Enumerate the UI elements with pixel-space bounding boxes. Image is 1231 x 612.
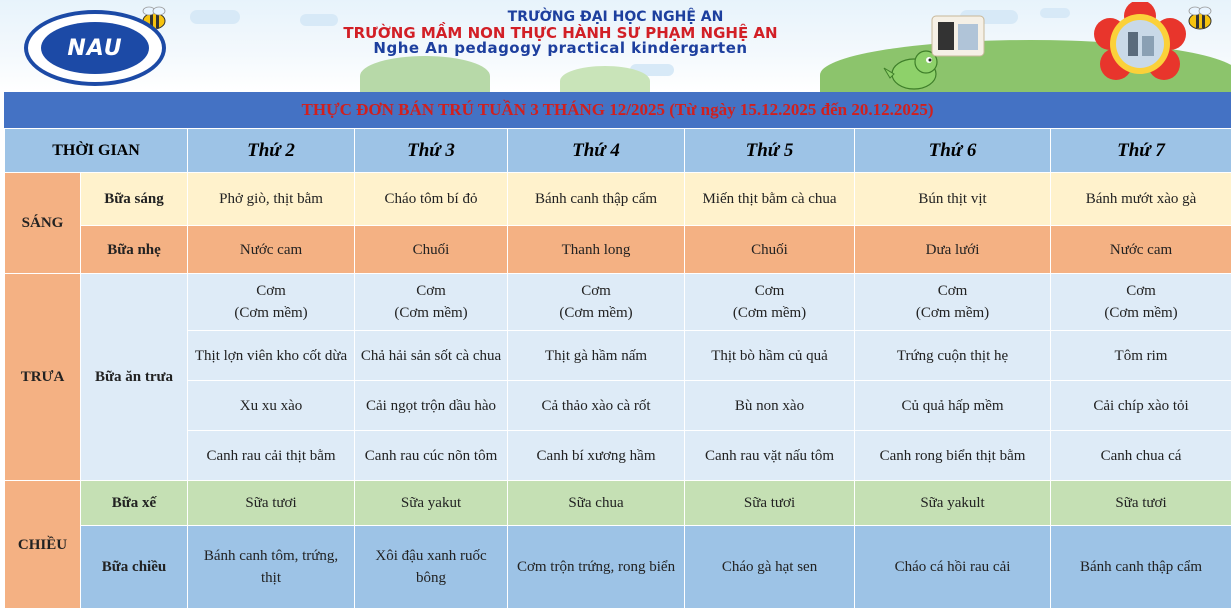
lunch-rice-row (5, 274, 1231, 331)
menu-cell: Cải ngọt trộn dầu hào (355, 381, 508, 431)
menu-cell: Phở giò, thịt bằm (188, 173, 355, 226)
logo-text: NAU (67, 35, 123, 61)
meal-label: Bữa ăn trưa (81, 274, 188, 481)
day-header: Thứ 3 (355, 129, 508, 173)
session-noon: TRƯA (5, 274, 81, 481)
menu-cell: Canh rau vặt nấu tôm (685, 431, 855, 481)
time-header: THỜI GIAN (5, 129, 188, 173)
afternoon-meal-row (5, 526, 1231, 609)
menu-cell: Thanh long (508, 226, 685, 274)
menu-cell: Bánh canh tôm, trứng, thịt (188, 526, 355, 609)
lunch-soup-row (5, 431, 1231, 481)
day-header: Thứ 6 (855, 129, 1051, 173)
meal-label: Bữa xế (81, 481, 188, 526)
menu-cell: Xu xu xào (188, 381, 355, 431)
breakfast-row (5, 173, 1231, 226)
day-header: Thứ 4 (508, 129, 685, 173)
university-name: TRƯỜNG ĐẠI HỌC NGHỆ AN (507, 9, 724, 25)
menu-cell: Cơm (Cơm mềm) (685, 274, 855, 331)
day-header: Thứ 7 (1051, 129, 1231, 173)
header-banner (0, 0, 1231, 92)
header-row (5, 129, 1231, 173)
hill-decoration (360, 56, 490, 92)
menu-cell: Cả thảo xào cà rốt (508, 381, 685, 431)
menu-cell: Cơm trộn trứng, rong biển (508, 526, 685, 609)
menu-cell: Củ quả hấp mềm (855, 381, 1051, 431)
menu-cell: Sữa yakult (855, 481, 1051, 526)
day-header: Thứ 2 (188, 129, 355, 173)
meal-label: Bữa nhẹ (81, 226, 188, 274)
menu-cell: Cơm (Cơm mềm) (355, 274, 508, 331)
menu-cell: Canh bí xương hầm (508, 431, 685, 481)
menu-cell: Chuối (355, 226, 508, 274)
menu-cell: Cơm (Cơm mềm) (1051, 274, 1231, 331)
menu-cell: Thịt lợn viên kho cốt dừa (188, 331, 355, 381)
menu-cell: Chả hải sản sốt cà chua (355, 331, 508, 381)
menu-cell: Cháo tôm bí đỏ (355, 173, 508, 226)
menu-cell: Bánh mướt xào gà (1051, 173, 1231, 226)
meal-label: Bữa chiều (81, 526, 188, 609)
menu-cell: Cơm (Cơm mềm) (508, 274, 685, 331)
menu-cell: Nước cam (188, 226, 355, 274)
lunch-main-row (5, 331, 1231, 381)
menu-cell: Cải chíp xào tỏi (1051, 381, 1231, 431)
menu-cell: Thịt gà hầm nấm (508, 331, 685, 381)
menu-title-bar (4, 92, 1231, 128)
menu-cell: Thịt bò hầm củ quả (685, 331, 855, 381)
menu-cell: Bánh canh thập cẩm (1051, 526, 1231, 609)
menu-cell: Cơm (Cơm mềm) (188, 274, 355, 331)
menu-title: THỰC ĐƠN BÁN TRÚ TUẦN 3 THÁNG 12/2025 (Từ ngày 15.12.2025 đến 20.12.2025) (301, 100, 934, 119)
menu-cell: Cháo gà hạt sen (685, 526, 855, 609)
lunch-vegetable-row (5, 381, 1231, 431)
school-name-en: Nghe An pedagogy practical kindergarten (373, 39, 748, 57)
menu-cell: Trứng cuộn thịt hẹ (855, 331, 1051, 381)
menu-cell: Tôm rim (1051, 331, 1231, 381)
meal-label: Bữa sáng (81, 173, 188, 226)
menu-cell: Cơm (Cơm mềm) (855, 274, 1051, 331)
menu-cell: Xôi đậu xanh ruốc bông (355, 526, 508, 609)
menu-cell: Miến thịt bằm cà chua (685, 173, 855, 226)
menu-cell: Dưa lưới (855, 226, 1051, 274)
menu-cell: Bù non xào (685, 381, 855, 431)
day-header: Thứ 5 (685, 129, 855, 173)
session-morning: SÁNG (5, 173, 81, 274)
menu-cell: Sữa tươi (188, 481, 355, 526)
menu-cell: Sữa tươi (685, 481, 855, 526)
menu-cell: Canh rau cải thịt bằm (188, 431, 355, 481)
menu-cell: Bánh canh thập cẩm (508, 173, 685, 226)
menu-table (4, 128, 1231, 609)
menu-cell: Cháo cá hồi rau cải (855, 526, 1051, 609)
menu-cell: Bún thịt vịt (855, 173, 1051, 226)
hill-decoration (560, 66, 650, 92)
afternoon-snack-row (5, 481, 1231, 526)
menu-cell: Sữa tươi (1051, 481, 1231, 526)
snack-row (5, 226, 1231, 274)
school-name-vi: TRƯỜNG MẦM NON THỰC HÀNH SƯ PHẠM NGHỆ AN (343, 24, 778, 42)
menu-cell: Sữa chua (508, 481, 685, 526)
menu-cell: Nước cam (1051, 226, 1231, 274)
menu-cell: Canh rau cúc nõn tôm (355, 431, 508, 481)
menu-cell: Sữa yakut (355, 481, 508, 526)
menu-cell: Chuối (685, 226, 855, 274)
menu-cell: Canh chua cá (1051, 431, 1231, 481)
session-afternoon: CHIỀU (5, 481, 81, 609)
menu-cell: Canh rong biển thịt bằm (855, 431, 1051, 481)
